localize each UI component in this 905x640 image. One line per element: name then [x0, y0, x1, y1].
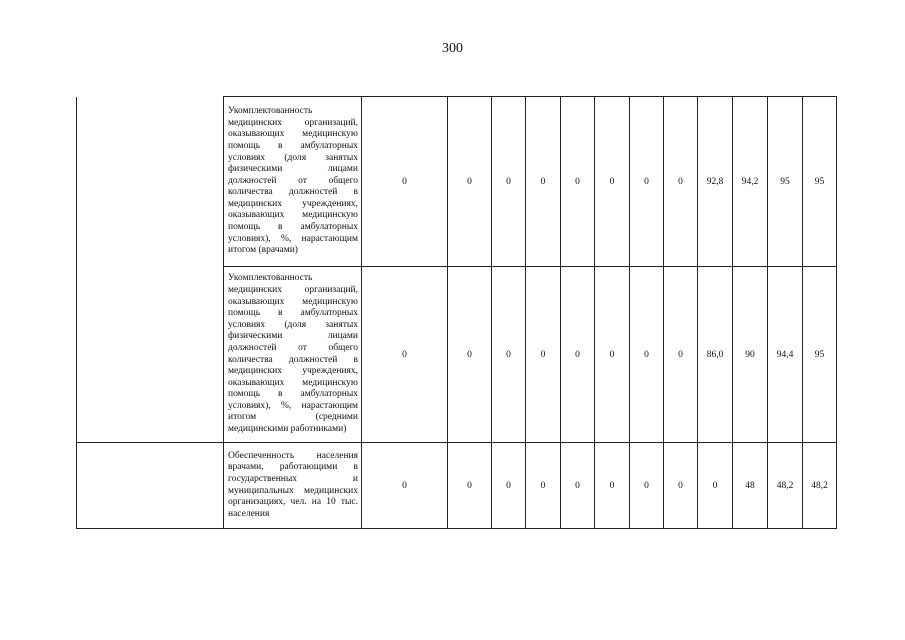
value-cell: 0 — [448, 267, 492, 443]
value-cell: 0 — [526, 443, 561, 529]
value-cell: 0 — [664, 267, 698, 443]
value-cell: 0 — [561, 443, 595, 529]
value-cell: 0 — [526, 267, 561, 443]
value-cell: 92,8 — [698, 97, 733, 267]
indicator-description-cell — [224, 97, 362, 267]
value-cell: 95 — [803, 267, 837, 443]
value-cell: 95 — [803, 97, 837, 267]
value-cell: 94,2 — [733, 97, 768, 267]
value-cell: 48 — [733, 443, 768, 529]
value-cell: 0 — [630, 443, 664, 529]
value-cell: 0 — [448, 443, 492, 529]
value-cell: 0 — [492, 97, 526, 267]
value-cell: 95 — [768, 97, 803, 267]
value-cell: 0 — [362, 267, 448, 443]
indicator-description-cell — [224, 443, 362, 529]
value-cell: 0 — [595, 267, 630, 443]
value-cell: 0 — [448, 97, 492, 267]
indicator-description-cell — [224, 267, 362, 443]
indicator-description: Укомплектованность медицинских организаций, оказывающих медицинскую помощь в амбулаторных условиях (доля занятых физическими лицами должностей от общего количества должностей в медицинских учреждениях, оказывающих медицинскую помощь в амбулаторных условиях), %, нарастающим итогом (врачами) — [228, 106, 358, 256]
indicators-table — [76, 96, 837, 529]
value-cell: 0 — [595, 97, 630, 267]
value-cell: 86,0 — [698, 267, 733, 443]
value-cell: 94,4 — [768, 267, 803, 443]
value-cell: 0 — [664, 97, 698, 267]
value-cell: 0 — [630, 267, 664, 443]
value-cell: 90 — [733, 267, 768, 443]
empty-cell — [77, 443, 224, 529]
value-cell: 0 — [595, 443, 630, 529]
value-cell: 0 — [492, 267, 526, 443]
value-cell: 0 — [561, 97, 595, 267]
value-cell: 0 — [362, 97, 448, 267]
value-cell: 48,2 — [768, 443, 803, 529]
value-cell: 0 — [492, 443, 526, 529]
table-row — [77, 97, 837, 267]
empty-cell — [77, 97, 224, 443]
page-number: 300 — [442, 41, 463, 56]
value-cell: 0 — [664, 443, 698, 529]
indicator-description: Укомплектованность медицинских организаций, оказывающих медицинскую помощь в амбулаторных условиях (доля занятых физическими лицами должностей от общего количества должностей в медицинских учреждениях, оказывающих медицинскую помощь в амбулаторных условиях), %, нарастающим итогом (средними медицинскими работниками) — [228, 273, 358, 435]
table-row — [77, 443, 837, 529]
value-cell: 0 — [561, 267, 595, 443]
value-cell: 0 — [630, 97, 664, 267]
indicator-description: Обеспеченность населения врачами, работающими в государственных и муниципальных медицинских организациях, чел. на 10 тыс. населения — [228, 450, 358, 519]
value-cell: 48,2 — [803, 443, 837, 529]
value-cell: 0 — [362, 443, 448, 529]
value-cell: 0 — [698, 443, 733, 529]
value-cell: 0 — [526, 97, 561, 267]
